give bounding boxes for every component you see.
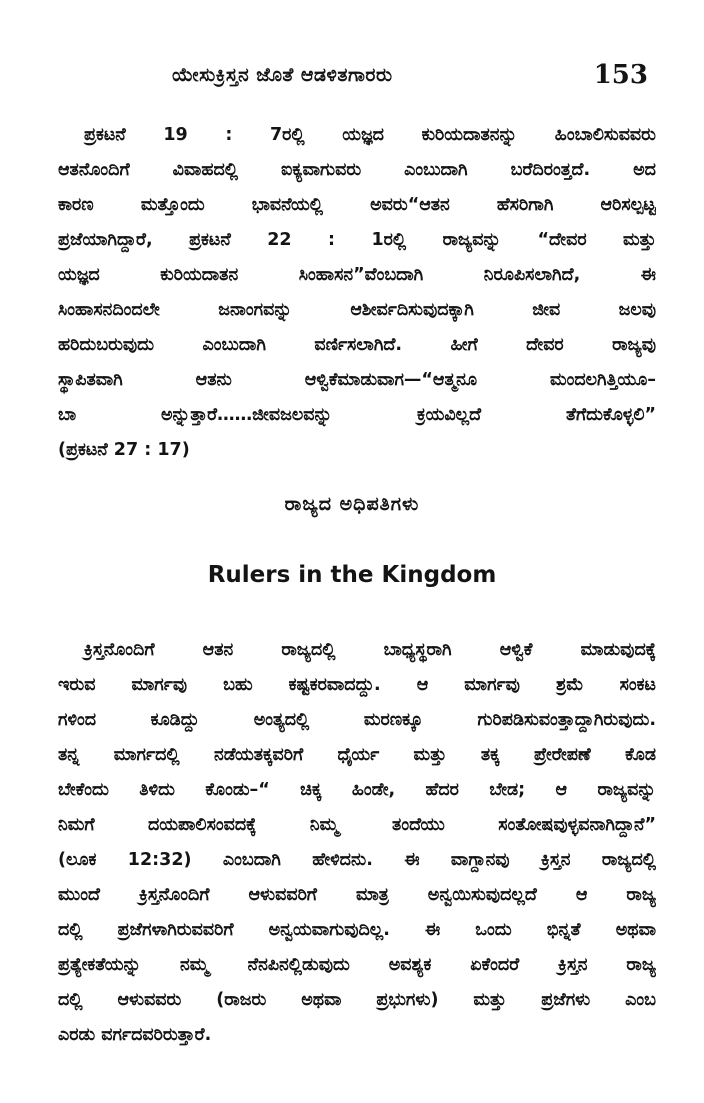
text-line: ಸಿಂಹಾಸನದಿಂದಲೇ ಜನಾಂಗವನ್ನು ಆಶೀರ್ವದಿಸುವುದಕ್ಕಾಗಿ ಜೀವ ಜಲವು xyxy=(58,300,656,320)
text-line: ಕ್ರಿಸ್ತನೊಂದಿಗೆ ಆತನ ರಾಜ್ಯದಲ್ಲಿ ಬಾಧ್ಯಸ್ಥರಾಗಿ ಆಳ್ವಿಕೆ ಮಾಡುವುದಕ್ಕೆ xyxy=(84,640,656,660)
text-line: ಪ್ರತ್ಯೇಕತೆಯನ್ನು ನಮ್ಮ ನೆನಪಿನಲ್ಲಿಡುವುದು ಅವಶ್ಯಕ ಏಕೆಂದರೆ ಕ್ರಿಸ್ತನ ರಾಜ್ಯ xyxy=(58,955,656,975)
page-number: 153 xyxy=(593,60,648,90)
text-line: ಎರಡು ವರ್ಗದವರಿರುತ್ತಾರೆ. xyxy=(58,1025,212,1045)
text-line: ಸ್ಥಾಪಿತವಾಗಿ ಆತನು ಆಳ್ವಿಕೆಮಾಡುವಾಗ—“ಆತ್ಮನೂ ಮಂದಲಗಿತ್ತಿಯೂ– xyxy=(58,370,656,390)
text-line: (ಪ್ರಕಟನೆ 27 : 17) xyxy=(58,440,190,460)
running-header xyxy=(172,58,648,92)
section-heading-kannada: ರಾಜ್ಯದ ಅಧಿಪತಿಗಳು xyxy=(284,493,420,515)
text-line: ಇರುವ ಮಾರ್ಗವು ಬಹು ಕಷ್ಟಕರವಾದದ್ದು. ಆ ಮಾರ್ಗವು ಶ್ರಮೆ ಸಂಕಟ xyxy=(58,675,656,695)
section-heading-english: Rulers in the Kingdom xyxy=(207,562,497,588)
text-line: ನಿಮಗೆ ದಯಪಾಲಿಸಂವದಕ್ಕೆ ನಿಮ್ಮ ತಂದೆಯು ಸಂತೋಷವುಳ್ಳವನಾಗಿದ್ದಾನೆ” xyxy=(58,815,656,835)
text-line: ಆತನೊಂದಿಗೆ ವಿವಾಹದಲ್ಲಿ ಐಕ್ಯವಾಗುವರು ಎಂಬುದಾಗಿ ಬರೆದಿರಂತ್ತದೆ. ಅದ xyxy=(58,160,656,180)
paragraph-revelation xyxy=(58,118,656,468)
text-line: ಗಳಿಂದ ಕೂಡಿದ್ದು ಅಂತ್ಯದಲ್ಲಿ ಮರಣಕ್ಕೂ ಗುರಿಪಡಿಸುವಂತ್ತಾದ್ದಾಗಿರುವುದು. xyxy=(58,710,656,730)
text-line: ದಲ್ಲಿ ಆಳುವವರು (ರಾಜರು ಅಥವಾ ಪ್ರಭುಗಳು) ಮತ್ತು ಪ್ರಜೆಗಳು ಎಂಬ xyxy=(58,990,656,1010)
text-line: ಬೇಕೆಂದು ತಿಳಿದು ಕೊಂಡು–“ ಚಿಕ್ಕ ಹಿಂಡೇ, ಹೆದರ ಬೇಡ; ಆ ರಾಜ್ಯವನ್ನು xyxy=(58,780,656,800)
text-line: ಹರಿದುಬರುವುದು ಎಂಬುದಾಗಿ ವರ್ಣಿಸಲಾಗಿದೆ. ಹೀಗೆ ದೇವರ ರಾಜ್ಯವು xyxy=(58,335,656,355)
text-line: ದಲ್ಲಿ ಪ್ರಜೆಗಳಾಗಿರುವವರಿಗೆ ಅನ್ವಯವಾಗುವುದಿಲ್ಲ. ಈ ಒಂದು ಭಿನ್ನತೆ ಅಥವಾ xyxy=(58,920,656,940)
text-line: ತನ್ನ ಮಾರ್ಗದಲ್ಲಿ ನಡೆಯತಕ್ಕವರಿಗೆ ಧೈರ್ಯ ಮತ್ತು ತಕ್ಕ ಪ್ರೇರೇಪಣೆ ಕೊಡ xyxy=(58,745,656,765)
text-line: ಯಜ್ಞದ ಕುರಿಯದಾತನ ಸಿಂಹಾಸನ”ವೆಂಬದಾಗಿ ನಿರೂಪಿಸಲಾಗಿದೆ, ಈ xyxy=(58,265,656,285)
text-line: ಬಾ ಅನ್ನುತ್ತಾರೆ……ಜೀವಜಲವನ್ನು ಕ್ರಯವಿಲ್ಲದೆ ತೆಗೆದುಕೊಳ್ಳಲಿ” xyxy=(58,405,656,425)
text-line: ಕಾರಣ ಮತ್ತೊಂದು ಭಾವನೆಯಲ್ಲಿ ಅವರು“ಆತನ ಹೆಸರಿಗಾಗಿ ಆರಿಸಲ್ಪಟ್ಟ xyxy=(58,195,656,215)
running-title: ಯೇಸುಕ್ರಿಸ್ತನ ಜೊತೆ ಆಡಳಿತಗಾರರು xyxy=(172,64,393,86)
text-line: ಪ್ರಕಟನೆ 19 : 7ರಲ್ಲಿ ಯಜ್ಞದ ಕುರಿಯದಾತನನ್ನು ಹಿಂಬಾಲಿಸುವವರು xyxy=(84,125,656,145)
text-line: (ಲೂಕ 12:32) ಎಂಬದಾಗಿ ಹೇಳಿದನು. ಈ ವಾಗ್ದಾನವು ಕ್ರಿಸ್ತನ ರಾಜ್ಯದಲ್ಲಿ xyxy=(58,850,656,870)
text-line: ಮುಂದೆ ಕ್ರಿಸ್ತನೊಂದಿಗೆ ಆಳುವವರಿಗೆ ಮಾತ್ರ ಅನ್ವಯಿಸುವುದಲ್ಲದೆ ಆ ರಾಜ್ಯ xyxy=(58,885,656,905)
paragraph-rulers xyxy=(58,633,656,1053)
text-line: ಪ್ರಜೆಯಾಗಿದ್ದಾರೆ, ಪ್ರಕಟನೆ 22 : 1ರಲ್ಲಿ ರಾಜ್ಯವನ್ನು “ದೇವರ ಮತ್ತು xyxy=(58,230,656,250)
